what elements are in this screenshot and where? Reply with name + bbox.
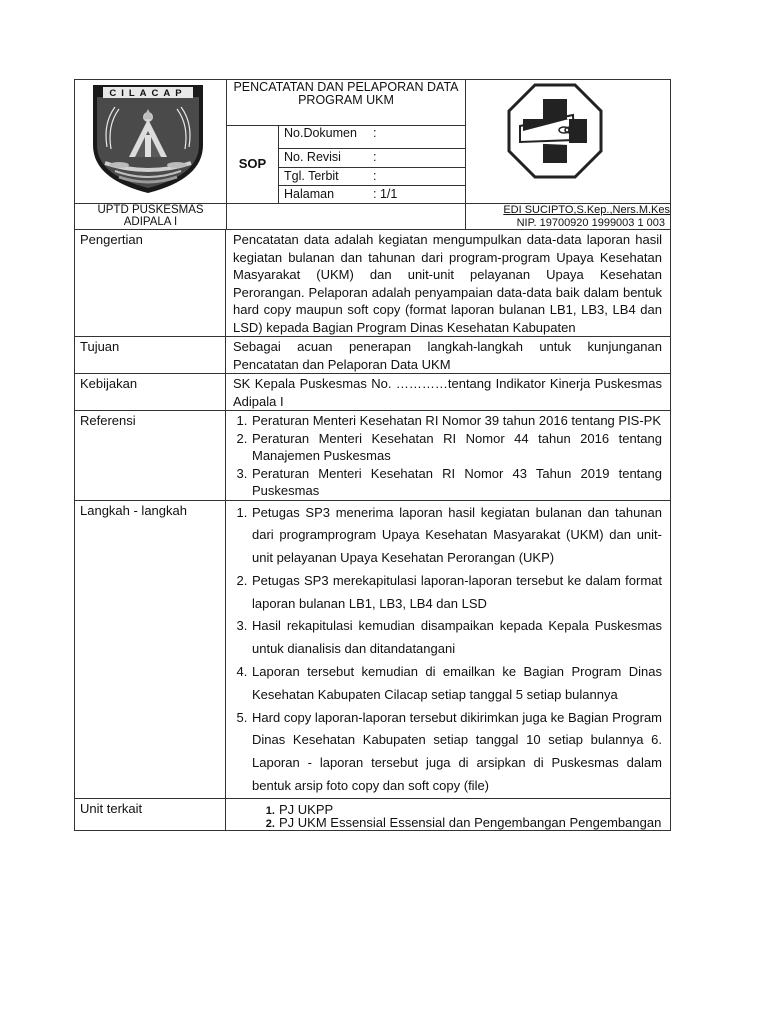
document-title: PENCATATAN DAN PELAPORAN DATA PROGRAM UKM bbox=[233, 80, 459, 107]
unit-list-cell bbox=[226, 798, 671, 830]
row-tujuan bbox=[75, 337, 671, 374]
referensi-list bbox=[233, 412, 662, 500]
unit-list bbox=[233, 803, 662, 829]
meta-value-terbit: : bbox=[373, 169, 377, 183]
puskesmas-logo-icon bbox=[506, 82, 604, 180]
cilacap-emblem-icon bbox=[89, 83, 207, 195]
header-divider bbox=[465, 80, 466, 230]
signer-nip: NIP. 19700920 1999003 1 003 bbox=[516, 217, 665, 229]
header-divider bbox=[278, 167, 465, 168]
header-divider bbox=[278, 148, 465, 149]
emblem-banner-text: CILACAP bbox=[109, 88, 187, 99]
row-unit-terkait bbox=[75, 798, 671, 830]
document-header bbox=[74, 79, 671, 230]
header-divider bbox=[278, 125, 279, 203]
row-label: Unit terkait bbox=[75, 798, 226, 830]
list-item: 2. Peraturan Menteri Kesehatan RI Nomor 44 tahun 2016 tentang Manajemen Puskesmas bbox=[251, 430, 662, 465]
list-item: 4. Laporan tersebut kemudian di emailkan ke Bagian Program Dinas Kesehatan Kabupaten Cilacap setiap tanggal 5 setiap bulannya bbox=[251, 661, 662, 707]
row-label: Pengertian bbox=[75, 230, 226, 337]
tujuan-text: Sebagai acuan penerapan langkah-langkah untuk kunjunganan Pencatatan dan Pelaporan Data UKM bbox=[226, 337, 671, 374]
list-item: 1. PJ UKPP bbox=[278, 803, 662, 816]
list-item: 5. Hard copy laporan-laporan tersebut dikirimkan juga ke Bagian Program Dinas Kesehatan Kabupaten setiap tanggal 10 setiap bulannya 6. Laporan - laporan tersebut juga di arsipkan di Puskesmas dalam bentuk arsip foto copy dan soft copy (file) bbox=[251, 707, 662, 798]
meta-label-terbit: Tgl. Terbit bbox=[284, 169, 339, 183]
row-referensi bbox=[75, 411, 671, 501]
list-item: 3. Peraturan Menteri Kesehatan RI Nomor 43 Tahun 2019 tentang Puskesmas bbox=[251, 465, 662, 500]
list-item: 2. Petugas SP3 merekapitulasi laporan-laporan tersebut ke dalam format laporan bulanan LB1, LB3, LB4 dan LSD bbox=[251, 570, 662, 616]
list-item: 1. Petugas SP3 menerima laporan hasil kegiatan bulanan dan tahunan dari programprogram Upaya Kesehatan Masyarakat (UKM) dan unit-unit pelayanan Upaya Kesehatan Perorangan (UKP) bbox=[251, 502, 662, 570]
list-item: 1. Peraturan Menteri Kesehatan RI Nomor 39 tahun 2016 tentang PIS-PK bbox=[251, 412, 662, 430]
meta-label-revisi: No. Revisi bbox=[284, 150, 341, 164]
langkah-list bbox=[233, 502, 662, 798]
row-label: Tujuan bbox=[75, 337, 226, 374]
organization-name: UPTD PUSKESMAS ADIPALA I bbox=[97, 204, 204, 228]
row-langkah bbox=[75, 500, 671, 798]
header-divider bbox=[278, 185, 465, 186]
pengertian-text: Pencatatan data adalah kegiatan mengumpulkan data-data laporan hasil kegiatan bulanan dan tahunan dari program-program Upaya Kesehatan Masyarakat (UKM) dan unit-unit pelayanan Upaya Kesehatan Perorangan. Pelaporan adalah penyampaian data-data baik dalam bentuk hard copy maupun soft copy (format laporan bulanan LB1, LB3, LB4 dan LSD) kepada Bagian Program Dinas Kesehatan Kabupaten bbox=[226, 230, 671, 337]
row-kebijakan bbox=[75, 374, 671, 411]
meta-value-revisi: : bbox=[373, 150, 377, 164]
list-item: 2. PJ UKM Essensial Essensial dan Pengembangan Pengembangan bbox=[278, 816, 662, 829]
referensi-list-cell bbox=[226, 411, 671, 501]
meta-label-halaman: Halaman bbox=[284, 187, 335, 201]
meta-value-dokumen: : bbox=[373, 126, 377, 140]
sop-content-table bbox=[74, 229, 671, 831]
langkah-list-cell bbox=[226, 500, 671, 798]
row-label: Kebijakan bbox=[75, 374, 226, 411]
sop-label: SOP bbox=[238, 156, 267, 171]
list-item: 3. Hasil rekapitulasi kemudian disampaikan kepada Kepala Puskesmas untuk dianalisis dan ditandatangani bbox=[251, 615, 662, 661]
signer-name: EDI SUCIPTO,S.Kep.,Ners.M.Kes bbox=[503, 204, 670, 216]
row-pengertian bbox=[75, 230, 671, 337]
meta-label-dokumen: No.Dokumen bbox=[284, 126, 357, 140]
row-label: Referensi bbox=[75, 411, 226, 501]
meta-value-halaman: : 1/1 bbox=[373, 187, 398, 201]
kebijakan-text: SK Kepala Puskesmas No. …………tentang Indikator Kinerja Puskesmas Adipala I bbox=[226, 374, 671, 411]
row-label: Langkah - langkah bbox=[75, 500, 226, 798]
